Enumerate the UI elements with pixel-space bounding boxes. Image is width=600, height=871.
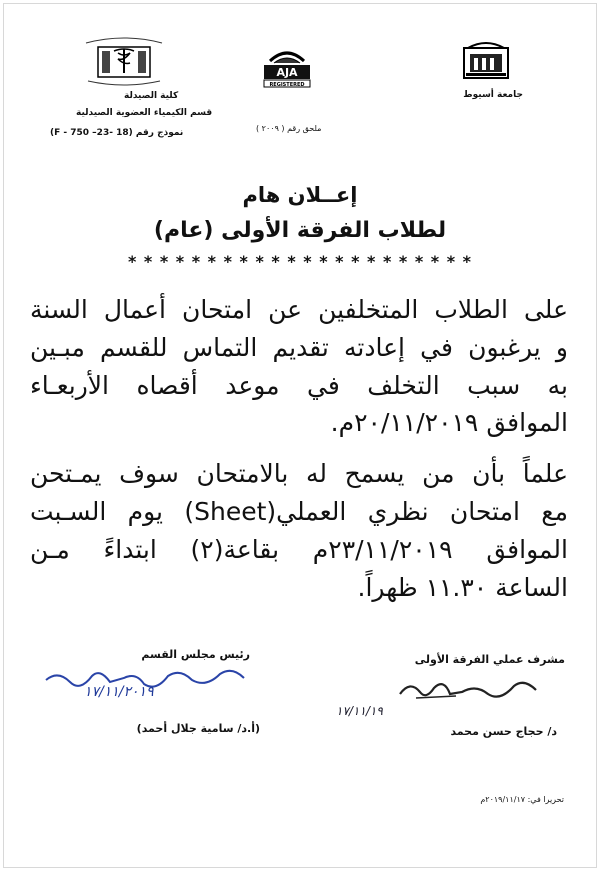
department-head-signature-date: ١٧/١١/٢٠١٩	[84, 684, 154, 700]
department-head-title: رئيس مجلس القسم	[141, 648, 250, 661]
supervisor-name: د/ حجاج حسن محمد	[450, 725, 557, 738]
body-line: الموافق ٢٣/١١/٢٠١٩م بقاعة(٢) ابتداءً مـن	[30, 535, 568, 564]
supervisor-signature	[396, 672, 546, 706]
supervisor-signature-date: ١٧/١١/١٩	[336, 704, 383, 718]
body-line: و يرغبون في إعادته تقديم التماس للقسم مبـين	[30, 333, 568, 362]
body-line: مع امتحان نظري العملي(Sheet) يوم السـبت	[30, 497, 569, 526]
body-line: على الطلاب المتخلفين عن امتحان أعمال السنة	[30, 295, 568, 324]
aja-registered-logo	[256, 43, 318, 89]
written-on-date: تحريرا في: ٢٠١٩/١١/١٧م	[480, 795, 564, 804]
aja-logo-text: AJA	[276, 66, 298, 79]
aja-logo-subtext: REGISTERED	[269, 82, 305, 88]
assiut-university-logo	[462, 40, 510, 80]
announcement-title: إعــلان هام	[242, 183, 358, 207]
body-line: الموافق ٢٠/١١/٢٠١٩م.	[330, 408, 568, 437]
form-number: (F - 750 –23- 18) نموذج رقم	[50, 128, 184, 138]
supervisor-title: مشرف عملي الفرقة الأولى	[414, 653, 565, 666]
body-line: به سبب التخلف في موعد أقصاه الأربعـاء	[30, 371, 568, 400]
university-name: جامعة أسيوط	[463, 90, 523, 100]
department-name: قسم الكيمياء العضوية الصيدلية	[76, 108, 213, 118]
department-head-name: (أ.د/ سامية جلال أحمد)	[136, 722, 260, 735]
body-line: الساعة ١١.٣٠ ظهراً.	[357, 573, 568, 602]
body-line: علماً بأن من يسمح له بالامتحان سوف يمـتحن	[30, 459, 568, 488]
faculty-of-pharmacy-logo	[78, 37, 170, 87]
stars-divider: * * * * * * * * * * * * * * * * * * * * * *	[127, 252, 473, 271]
faculty-name: كلية الصيدلة	[124, 91, 179, 101]
announcement-subtitle: لطلاب الفرقة الأولى (عام)	[153, 218, 447, 243]
annex-number: ملحق رقم ( ٢٠٠٩ )	[256, 124, 322, 133]
